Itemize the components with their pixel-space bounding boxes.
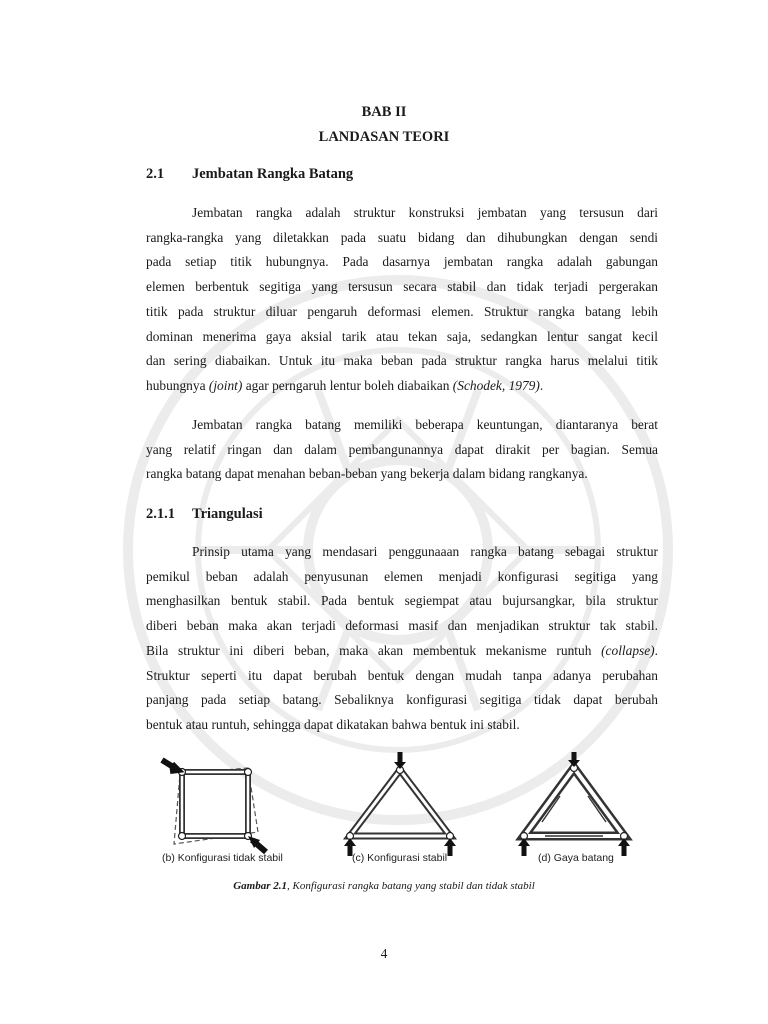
paragraph-line: bentuk atau runtuh, sehingga dapat dikatakan bahwa bentuk ini stabil. bbox=[146, 716, 520, 732]
paragraph-line: Struktur seperti itu dapat berubah bentuk dengan mudah tanpa adanya perubahan bbox=[146, 667, 658, 683]
term-joint: (joint) bbox=[208, 377, 243, 393]
member-forces-diagram bbox=[518, 752, 630, 856]
paragraph-line: rangka batang dapat menahan beban-beban yang bekerja dalam bidang rangkanya. bbox=[146, 466, 588, 482]
page-number: 4 bbox=[380, 946, 388, 961]
paragraph-line: Jembatan rangka batang memiliki beberapa keuntungan, diantaranya berat bbox=[192, 417, 658, 432]
paragraph-triangulasi bbox=[146, 540, 658, 738]
paragraph-line: dominan menerima gaya aksial tarik atau tekan saja, sedangkan lentur sangat kecil bbox=[146, 328, 658, 344]
paragraph-line: yang relatif ringan dan dalam pembangunannya dapat dirakit per bagian. Semua bbox=[146, 441, 658, 457]
figure-label-b: (b) Konfigurasi tidak stabil bbox=[162, 852, 283, 864]
text-run: . bbox=[654, 642, 658, 658]
paragraph-line: pemikul beban adalah penyusunan elemen menjadi konfigurasi segitiga yang bbox=[146, 568, 658, 584]
chapter-label: BAB II bbox=[361, 104, 407, 120]
text-run: Bila struktur ini diberi beban, maka akan membentuk mekanisme runtuh bbox=[146, 642, 602, 658]
paragraph-line: dan sering diabaikan. Untuk itu maka beban pada struktur rangka harus melalui titik bbox=[146, 353, 658, 369]
paragraph-line: diberi beban maka akan terjadi deformasi masif dan menjadikan struktur tak stabil. bbox=[146, 618, 658, 634]
text-run: hubungnya bbox=[146, 377, 209, 393]
figure-label-d: (d) Gaya batang bbox=[538, 852, 614, 864]
paragraph-line: Jembatan rangka adalah struktur konstruksi jembatan yang tersusun dari bbox=[192, 205, 658, 220]
paragraph-line bbox=[146, 374, 658, 399]
paragraph-line: menghasilkan bentuk stabil. Pada bentuk segiempat atau bujursangkar, bila struktur bbox=[146, 593, 658, 609]
citation: (Schodek, 1979) bbox=[452, 377, 540, 393]
text-run: agar perngaruh lentur boleh diabaikan bbox=[242, 377, 453, 393]
paragraph-line: elemen berbentuk segitiga yang tersusun secara stabil dan tidak terjadi pergerakan bbox=[146, 279, 658, 295]
paragraph-line bbox=[146, 639, 658, 664]
figure-caption bbox=[0, 880, 768, 892]
paragraph-line: pada setiap titik hubungnya. Pada dasarnya jembatan rangka adalah gabungan bbox=[146, 254, 658, 270]
section-title: Jembatan Rangka Batang bbox=[192, 166, 354, 182]
paragraph-keuntungan bbox=[146, 413, 658, 487]
figure-label-c: (c) Konfigurasi stabil bbox=[352, 852, 448, 864]
section-title: Triangulasi bbox=[192, 506, 263, 522]
term-collapse: (collapse) bbox=[601, 642, 655, 658]
paragraph-line: Prinsip utama yang mendasari penggunaaan rangka batang sebagai struktur bbox=[192, 544, 658, 559]
section-heading-2-1-1 bbox=[146, 506, 263, 523]
section-heading-2-1 bbox=[146, 166, 353, 183]
caption-text: , Konfigurasi rangka batang yang stabil dan tidak stabil bbox=[286, 880, 535, 892]
section-number: 2.1 bbox=[146, 166, 165, 182]
unstable-square-diagram bbox=[162, 760, 266, 852]
text-run: . bbox=[539, 377, 544, 393]
caption-label: Gambar 2.1 bbox=[233, 880, 287, 892]
paragraph-jembatan-rangka bbox=[146, 201, 658, 399]
paragraph-line: rangka-rangka yang diletakkan pada suatu bidang dan dihubungkan dengan sendi bbox=[146, 229, 658, 245]
section-number: 2.1.1 bbox=[146, 506, 175, 522]
stable-triangle-diagram bbox=[344, 752, 456, 856]
chapter-title: LANDASAN TEORI bbox=[318, 129, 450, 145]
paragraph-line: titik pada struktur diluar pengaruh deformasi elemen. Struktur rangka batang lebih bbox=[146, 303, 658, 319]
paragraph-line: panjang pada setiap batang. Sebaliknya konfigurasi segitiga tidak dapat berubah bbox=[146, 692, 658, 708]
